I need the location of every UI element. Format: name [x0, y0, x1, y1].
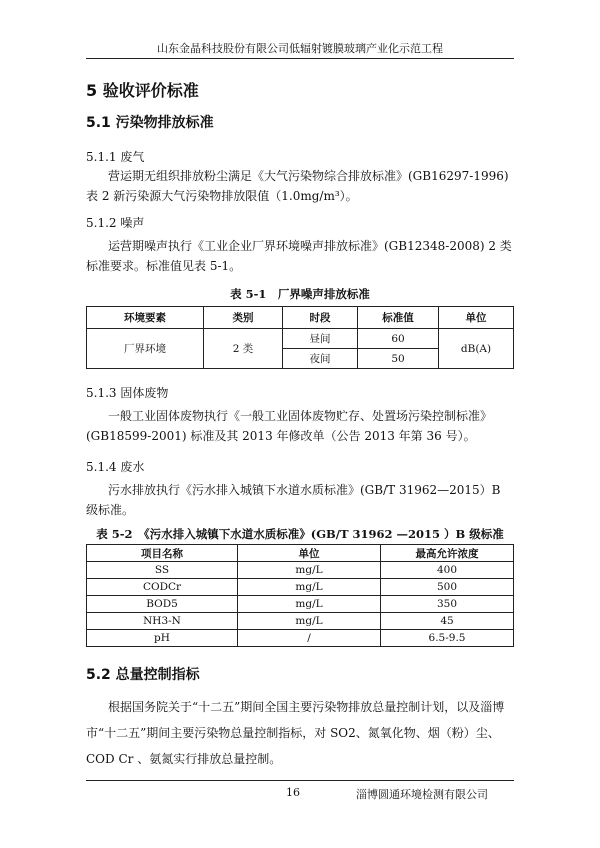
page-number: 16: [286, 786, 300, 799]
heading-5-1-2: 5.1.2 噪声: [86, 216, 145, 230]
t2-unit: mg/L: [238, 562, 381, 579]
t1-header: 环境要素: [87, 307, 204, 329]
t2-limit: 45: [381, 613, 514, 630]
para-5-1-4: 污水排放执行《污水排入城镇下水道水质标准》(GB/T 31962—2015）B 级标准。: [86, 483, 501, 517]
t1-header: 标准值: [358, 307, 439, 329]
table-5-1: [86, 306, 514, 369]
footer-organization: 淄博圆通环境检测有限公司: [356, 788, 488, 801]
t2-limit: 6.5-9.5: [381, 630, 514, 647]
t1-period: 昼间: [283, 329, 358, 349]
para-5-1-2: 运营期噪声执行《工业企业厂界环境噪声排放标准》(GB12348-2008) 2 类标准要求。标准值见表 5-1。: [86, 239, 512, 273]
table-5-2: [86, 544, 514, 647]
table-5-1-caption: 表 5-1 厂界噪声排放标准: [230, 287, 370, 301]
t1-period: 夜间: [283, 349, 358, 369]
t1-unit: dB(A): [439, 329, 514, 369]
section-5-2-title: 5.2 总量控制指标: [86, 667, 200, 683]
t1-value: 50: [358, 349, 439, 369]
t2-unit: mg/L: [238, 613, 381, 630]
para-5-2: 根据国务院关于“十二五”期间全国主要污染物排放总量控制计划，以及淄博市“十二五”期间主要污染物总量控制指标，对 SO2、氮氧化物、烟（粉）尘、COD Cr 、氨氮实行排放总量控制。: [86, 700, 505, 766]
t1-header: 单位: [439, 307, 514, 329]
t2-header: 项目名称: [87, 545, 238, 562]
t2-unit: mg/L: [238, 596, 381, 613]
t2-name: CODCr: [87, 579, 238, 596]
t2-name: SS: [87, 562, 238, 579]
t1-header: 时段: [283, 307, 358, 329]
footer-divider: [86, 780, 514, 781]
t2-limit: 500: [381, 579, 514, 596]
t2-limit: 400: [381, 562, 514, 579]
section-5-title: 5 验收评价标准: [86, 81, 199, 100]
heading-5-1-1: 5.1.1 废气: [86, 150, 145, 164]
t2-limit: 350: [381, 596, 514, 613]
page-header: 山东金晶科技股份有限公司低辐射镀膜玻璃产业化示范工程: [157, 42, 443, 55]
t1-category: 2 类: [204, 329, 283, 369]
t1-header: 类别: [204, 307, 283, 329]
t1-value: 60: [358, 329, 439, 349]
para-5-1-3: 一般工业固体废物执行《一般工业固体废物贮存、处置场污染控制标准》(GB18599-2001) 标准及其 2013 年修改单（公告 2013 年第 36 号）。: [86, 409, 493, 443]
header-divider: [86, 58, 514, 59]
t2-unit: /: [238, 630, 381, 647]
t2-header: 单位: [238, 545, 381, 562]
table-5-2-caption: 表 5-2 《污水排入城镇下水道水质标准》(GB/T 31962 —2015 ）B 级标准: [96, 527, 504, 541]
section-5-1-title: 5.1 污染物排放标准: [86, 115, 214, 131]
t2-unit: mg/L: [238, 579, 381, 596]
heading-5-1-4: 5.1.4 废水: [86, 460, 145, 474]
para-5-1-1: 营运期无组织排放粉尘满足《大气污染物综合排放标准》(GB16297-1996) 表 2 新污染源大气污染物排放限值（1.0mg/m³）。: [86, 169, 509, 203]
t2-name: pH: [87, 630, 238, 647]
t1-element: 厂界环境: [87, 329, 204, 369]
t2-name: NH3-N: [87, 613, 238, 630]
t2-header: 最高允许浓度: [381, 545, 514, 562]
heading-5-1-3: 5.1.3 固体废物: [86, 386, 169, 400]
t2-name: BOD5: [87, 596, 238, 613]
